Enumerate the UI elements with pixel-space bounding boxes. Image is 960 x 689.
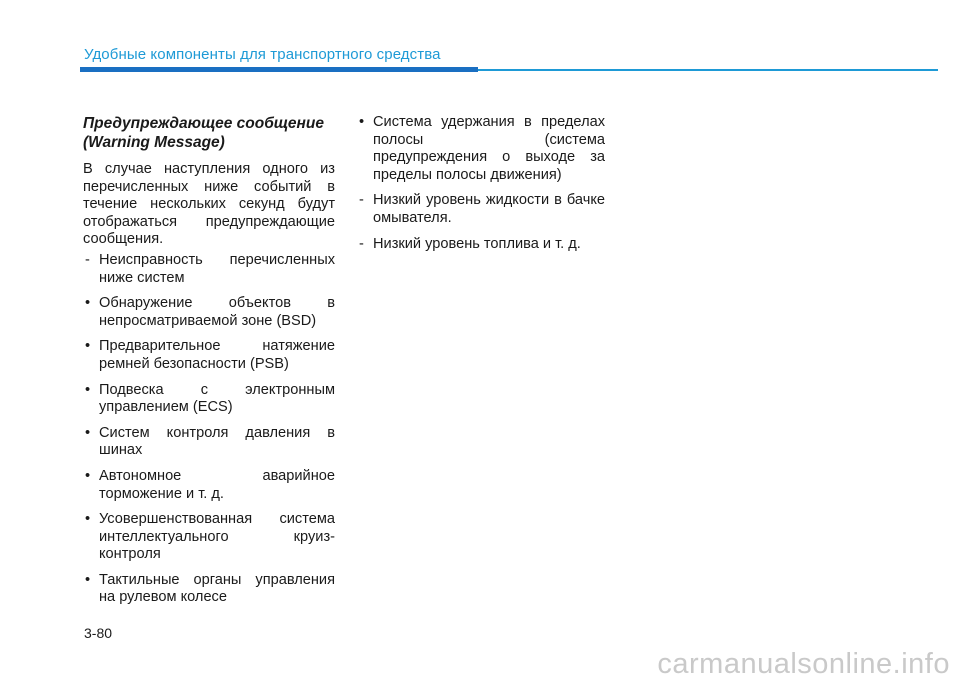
header-rule-thin bbox=[478, 69, 938, 71]
bullet-marker: • bbox=[85, 381, 91, 398]
list-item bbox=[83, 295, 335, 330]
dash-marker: - bbox=[359, 235, 364, 252]
list-item-text: Подвеска с электронным управлением (ECS) bbox=[99, 381, 335, 416]
list-item bbox=[83, 382, 335, 417]
list-item bbox=[357, 192, 605, 227]
bullet-marker: • bbox=[85, 338, 91, 355]
list-item bbox=[83, 425, 335, 460]
list-item bbox=[83, 338, 335, 373]
list-item-text: Низкий уровень топлива и т. д. bbox=[373, 235, 581, 252]
right-column bbox=[357, 114, 605, 261]
list-item bbox=[83, 252, 335, 287]
list-item bbox=[83, 572, 335, 607]
left-column bbox=[83, 114, 335, 615]
left-item-list bbox=[83, 252, 335, 607]
bullet-marker: • bbox=[85, 295, 91, 312]
bullet-marker: • bbox=[359, 114, 365, 130]
page-number: 3-80 bbox=[84, 625, 113, 641]
list-item bbox=[83, 511, 335, 564]
dash-marker: - bbox=[85, 251, 90, 268]
list-item bbox=[83, 468, 335, 503]
dash-marker: - bbox=[359, 192, 364, 209]
header-rule-thick bbox=[80, 67, 478, 72]
bullet-marker: • bbox=[85, 424, 91, 441]
watermark: carmanualsonline.info bbox=[657, 648, 950, 680]
list-item-text: Неисправность перечисленных ниже систем bbox=[99, 251, 335, 286]
list-item-text: Автономное аварийное торможение и т. д. bbox=[99, 467, 335, 502]
section-header-title: Удобные компоненты для транспортного средства bbox=[84, 46, 441, 63]
list-item-text: Низкий уровень жидкости в бачке омывателя. bbox=[373, 192, 605, 226]
list-item-text: Предварительное натяжение ремней безопасности (PSB) bbox=[99, 338, 335, 372]
list-item bbox=[357, 236, 605, 254]
list-item-text: Система удержания в пределах полосы (система предупреждения о выходе за пределы полосы движения) bbox=[373, 114, 605, 183]
list-item bbox=[357, 114, 605, 184]
warning-message-heading: Предупреждающее сообщение (Warning Message) bbox=[83, 115, 324, 151]
list-item-text: Усовершенствованная система интеллектуального круиз-контроля bbox=[99, 511, 335, 563]
bullet-marker: • bbox=[85, 511, 91, 528]
bullet-marker: • bbox=[85, 467, 91, 484]
intro-paragraph: В случае наступления одного из перечисленных ниже событий в течение нескольких секунд будут отображаться предупреждающие сообщения. bbox=[83, 161, 335, 248]
list-item-text: Тактильные органы управления на рулевом колесе bbox=[99, 571, 335, 606]
right-item-list bbox=[357, 114, 605, 253]
list-item-text: Обнаружение объектов в непросматриваемой зоне (BSD) bbox=[99, 295, 335, 329]
bullet-marker: • bbox=[85, 571, 91, 588]
list-item-text: Систем контроля давления в шинах bbox=[99, 424, 335, 459]
